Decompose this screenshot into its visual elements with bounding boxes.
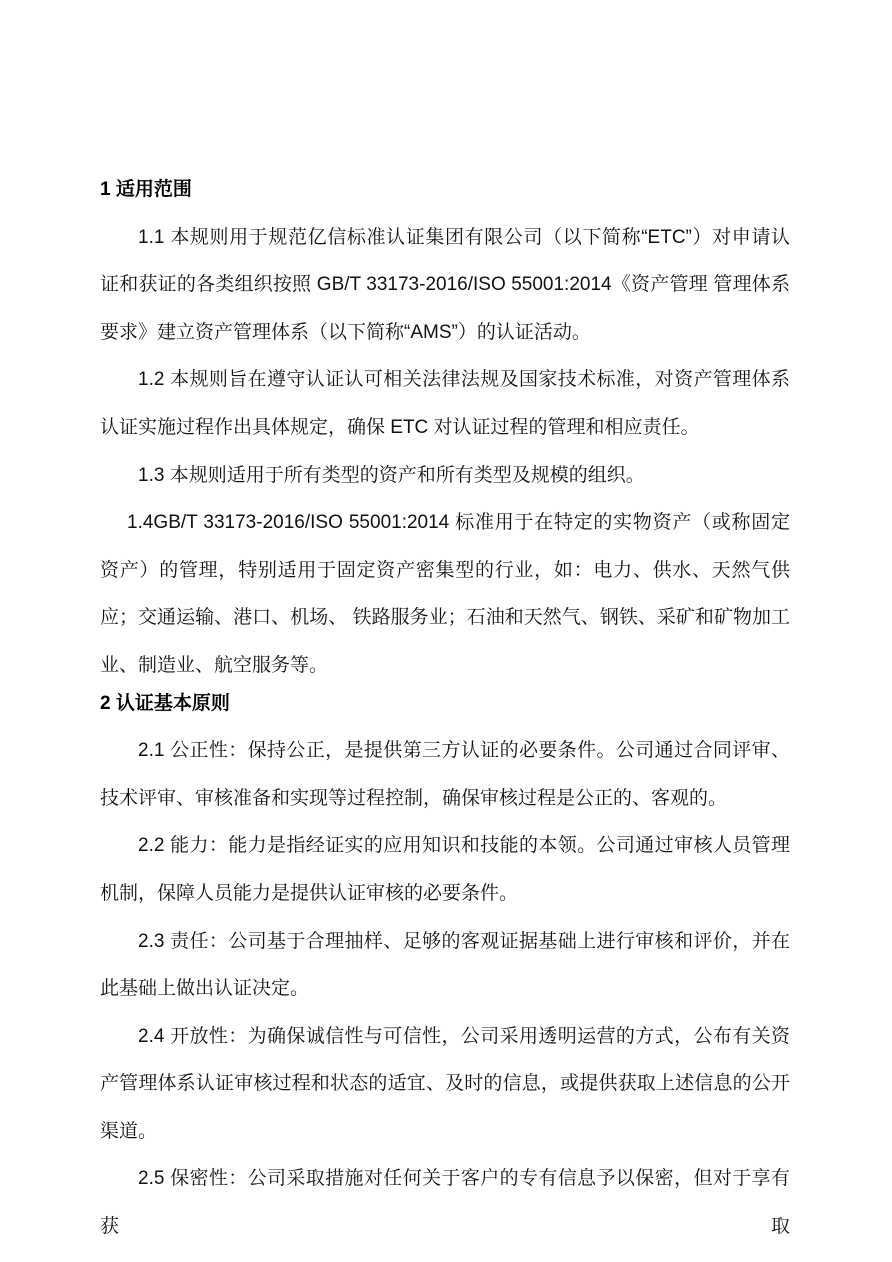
paragraph-1-3: 1.3 本规则适用于所有类型的资产和所有类型及规模的组织。 [138, 464, 645, 486]
section-heading-scope: 1 适用范围 [100, 179, 192, 200]
section-heading-principles: 2 认证基本原则 [100, 692, 230, 714]
paragraph-2-4: 2.4 开放性：为确保诚信性与可信性，公司采用透明运营的方式，公布有关资产管理体系认证审核过程和状态的适宜、及时的信息，或提供获取上述信息的公开渠道。 [100, 1025, 790, 1142]
paragraph-2-3: 2.3 责任：公司基于合理抽样、足够的客观证据基础上进行审核和评价，并在此基础上做出认证决定。 [100, 930, 790, 1000]
paragraph-2-5: 2.5 保密性：公司采取措施对任何关于客户的专有信息予以保密，但对于享有获取 [100, 1168, 790, 1238]
paragraph-2-1: 2.1 公正性：保持公正，是提供第三方认证的必要条件。公司通过合同评审、技术评审、审核准备和实现等过程控制，确保审核过程是公正的、客观的。 [100, 740, 790, 809]
paragraph-2-2: 2.2 能力：能力是指经证实的应用知识和技能的本领。公司通过审核人员管理机制，保障人员能力是提供认证审核的必要条件。 [100, 835, 790, 904]
paragraph-1-2: 1.2 本规则旨在遵守认证认可相关法律法规及国家技术标准，对资产管理体系认证实施过程作出具体规定，确保 ETC 对认证过程的管理和相应责任。 [100, 369, 790, 438]
paragraph-1-4: 1.4GB/T 33173-2016/ISO 55001:2014 标准用于在特定的实物资产（或称固定资产）的管理，特别适用于固定资产密集型的行业，如：电力、供水、天然气供应；交通运输、港口、机场、 铁路服务业；石油和天然气、钢铁、采矿和矿物加工业、制造业、航空服务等。 [100, 512, 790, 676]
paragraph-1-1: 1.1 本规则用于规范亿信标准认证集团有限公司（以下简称“ETC”）对申请认证和获证的各类组织按照 GB/T 33173-2016/ISO 55001:2014《资产管理 管理体系 要求》建立资产管理体系（以下简称“AMS”）的认证活动。 [100, 226, 790, 343]
